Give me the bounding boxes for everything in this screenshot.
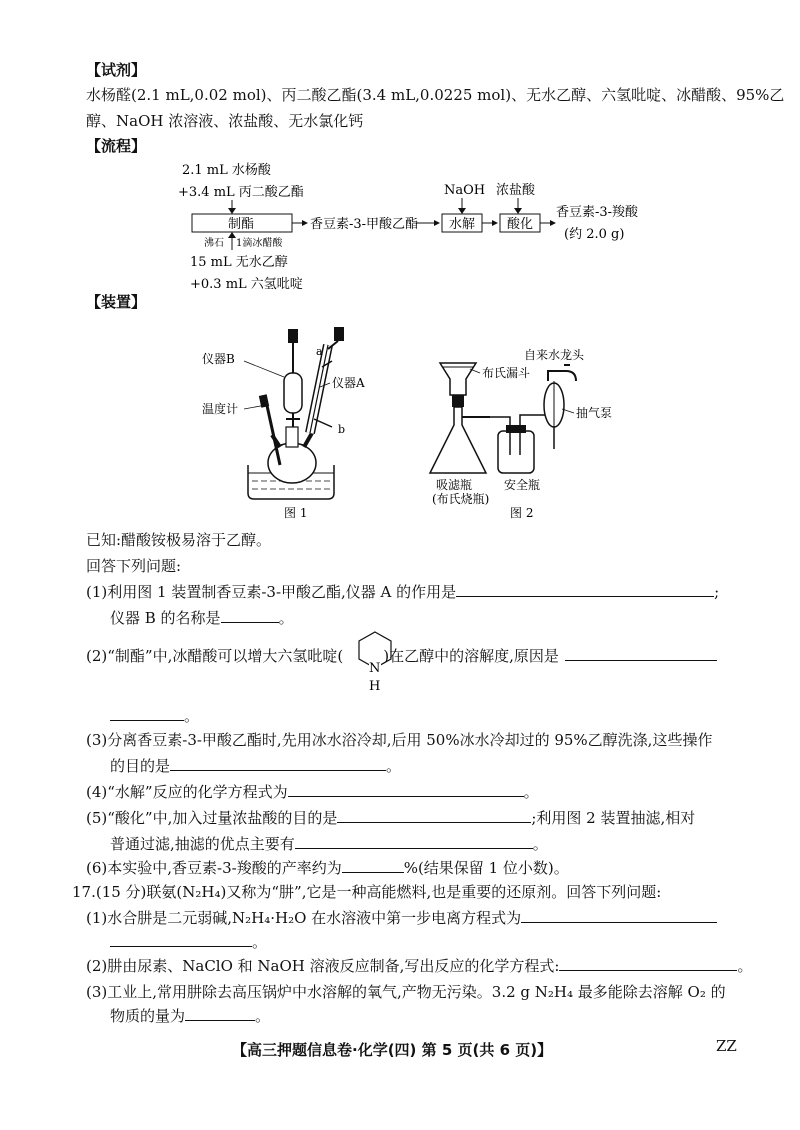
answer-blank-6[interactable] [342,858,404,873]
label-thermometer: 温度计 [202,402,239,416]
figure-1-apparatus [200,315,380,520]
label-pump: 抽气泵 [576,406,613,420]
flow-product-mass: (约 2.0 g) [564,227,625,242]
flow-heading: 【流程】 [86,137,147,155]
question-17-1: (1)水合肼是二元弱碱,N₂H₄·H₂O 在水溶液中第一步电离方程式为 [86,908,717,928]
question-2-cont: 。 [110,706,199,726]
svg-text:水解: 水解 [449,217,476,232]
figure-2-apparatus [420,345,660,520]
answer-blank-1a[interactable] [456,582,714,597]
answer-blank-17-3[interactable] [185,1006,255,1021]
flow-diagram [170,158,690,298]
answer-blank-17-1a[interactable] [521,908,717,923]
flow-input-2: +3.4 mL 丙二酸乙酯 [178,185,304,200]
flow-input-1: 2.1 mL 水杨酸 [182,163,271,178]
question-5b: 普通过滤,抽滤的优点主要有 。 [110,835,548,853]
flow-reagent-naoh: NaOH [444,183,486,198]
question-5a: (5)“酸化”中,加入过量浓盐酸的目的是 ;利用图 2 装置抽滤,相对 [86,809,696,827]
answer-blank-2b[interactable] [110,706,184,721]
page-footer: 【高三押题信息卷·化学(四) 第 5 页(共 6 页)】 [232,1041,553,1059]
piperidine-n: N [369,661,381,676]
answer-blank-1b[interactable] [221,608,279,623]
flow-catalyst: 沸石 [204,238,224,249]
answer-blank-5b[interactable] [295,834,533,849]
label-filter-flask-alt: (布氏烧瓶) [432,492,490,506]
answer-blank-3[interactable] [170,756,386,771]
port-b: b [338,423,346,436]
answer-intro: 回答下列问题: [86,557,182,575]
question-3b: 的目的是 。 [110,757,402,775]
answer-blank-17-1b[interactable] [110,932,252,947]
apparatus-heading: 【装置】 [86,293,147,311]
label-buchner-funnel: 布氏漏斗 [482,366,531,380]
svg-text:制酯: 制酯 [228,217,255,232]
question-17-3a: (3)工业上,常用肼除去高压锅炉中水溶解的氧气,产物无污染。3.2 g N₂H₄ 最多能除去溶解 O₂ 的 [86,983,726,1001]
label-filter-flask: 吸滤瓶 [436,478,473,492]
question-17-1-cont: 。 [110,932,267,952]
answer-blank-2a[interactable] [565,646,717,661]
svg-text:酸化: 酸化 [507,217,534,232]
answer-blank-5a[interactable] [337,808,531,823]
answer-blank-17-2[interactable] [559,956,737,971]
flow-intermediate: 香豆素-3-甲酸乙酯 [310,217,419,232]
question-4: (4)“水解”反应的化学方程式为 。 [86,783,539,801]
label-safety-bottle: 安全瓶 [504,478,541,492]
flow-solvent-1: 15 mL 无水乙醇 [190,255,288,270]
label-instrument-b: 仪器B [202,352,235,366]
question-17-3b: 物质的量为 。 [110,1007,271,1025]
flow-product: 香豆素-3-羧酸 [556,205,639,220]
piperidine-h: H [369,679,381,694]
flow-acid-drop: 1滴冰醋酸 [236,238,283,249]
figure-2-caption: 图 2 [510,506,534,520]
question-1a: (1)利用图 1 装置制香豆素-3-甲酸乙酯,仪器 A 的作用是 ; [86,583,720,601]
answer-blank-4[interactable] [288,782,524,797]
figure-1-caption: 图 1 [284,506,308,520]
flow-reagent-hcl: 浓盐酸 [496,183,536,198]
page-code: ZZ [716,1037,737,1055]
label-instrument-a: 仪器A [332,376,365,390]
question-3a: (3)分离香豆素-3-甲酸乙酯时,先用冰水浴冷却,后用 50%冰水冷却过的 95%乙醇洗涤,这些操作 [86,731,713,749]
question-6: (6)本实验中,香豆素-3-羧酸的产率约为 %(结果保留 1 位小数)。 [86,859,569,877]
question-2: (2)“制酯”中,冰醋酸可以增大六氢吡啶( )在乙醇中的溶解度,原因是 [86,646,717,666]
question-17-2: (2)肼由尿素、NaClO 和 NaOH 溶液反应制备,写出反应的化学方程式: 。 [86,957,753,975]
reagents-line-1: 水杨醛(2.1 mL,0.02 mol)、丙二酸乙酯(3.4 mL,0.0225 mol)、无水乙醇、六氢吡啶、冰醋酸、95%乙 [86,86,785,104]
known-note: 已知:醋酸铵极易溶于乙醇。 [86,531,272,549]
label-tap: 自来水龙头 [524,348,585,362]
reagents-heading: 【试剂】 [86,61,147,79]
port-a: a [316,345,323,358]
question-17: 17.(15 分)联氨(N₂H₄)又称为“肼”,它是一种高能燃料,也是重要的还原剂。回答下列问题: [72,883,662,901]
question-1b: 仪器 B 的名称是 。 [110,609,294,627]
reagents-line-2: 醇、NaOH 浓溶液、浓盐酸、无水氯化钙 [86,112,364,130]
piperidine-structure [352,628,398,696]
flow-solvent-2: +0.3 mL 六氢吡啶 [190,277,303,292]
